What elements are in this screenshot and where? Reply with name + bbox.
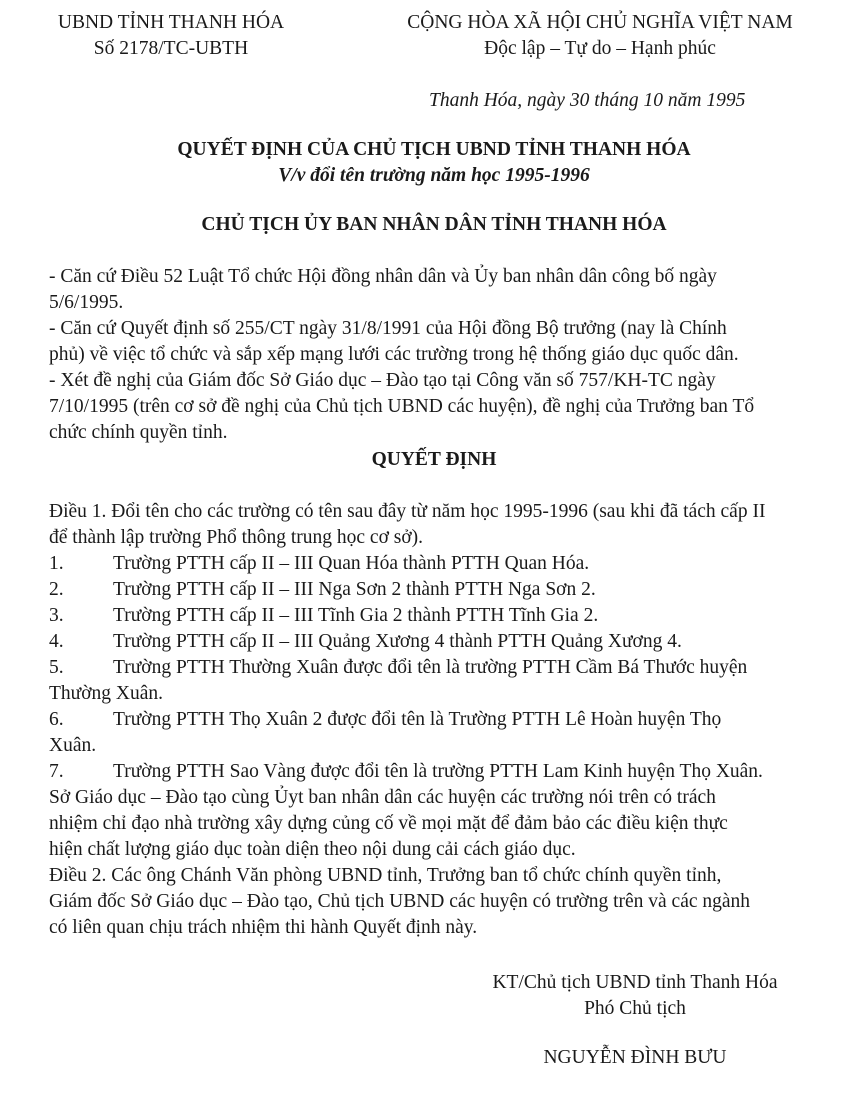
list-item: [49, 629, 821, 655]
preamble-line: - Căn cứ Điều 52 Luật Tổ chức Hội đồng nhân dân và Ủy ban nhân dân công bố ngày: [49, 266, 717, 287]
preamble-line: 5/6/1995.: [49, 292, 124, 313]
decision-heading: QUYẾT ĐỊNH: [371, 449, 497, 470]
national-motto: Độc lập – Tự do – Hạnh phúc: [484, 38, 716, 59]
list-item: [49, 759, 821, 785]
list-item-continuation: Thường Xuân.: [49, 683, 164, 704]
article-2-line: Điều 2. Các ông Chánh Văn phòng UBND tỉnh, Trưởng ban tổ chức chính quyền tỉnh,: [49, 865, 722, 886]
document-subject: V/v đổi tên trường năm học 1995-1996: [278, 165, 590, 186]
list-item: [49, 655, 821, 681]
signer-title: Phó Chủ tịch: [584, 998, 686, 1019]
preamble-line: chức chính quyền tỉnh.: [49, 422, 228, 443]
article-1: [49, 499, 821, 941]
article-1-intro: để thành lập trường Phổ thông trung học cơ sở).: [49, 527, 424, 548]
document-number: Số 2178/TC-UBTH: [93, 38, 249, 59]
item-number: 6.: [49, 709, 64, 730]
preamble-line: 7/10/1995 (trên cơ sở đề nghị của Chủ tịch UBND các huyện), đề nghị của Trưởng ban Tổ: [49, 396, 755, 417]
item-text: Trường PTTH cấp II – III Quan Hóa thành PTTH Quan Hóa.: [113, 553, 590, 574]
list-item: [49, 577, 821, 603]
issuing-authority: [40, 10, 302, 62]
preamble: [49, 264, 821, 446]
item-number: 7.: [49, 761, 64, 782]
article-2-line: có liên quan chịu trách nhiệm thi hành Quyết định này.: [49, 917, 478, 938]
article-1-closing: hiện chất lượng giáo dục toàn diện theo nội dung cải cách giáo dục.: [49, 839, 576, 860]
list-item: [49, 551, 821, 577]
item-text: Trường PTTH cấp II – III Quảng Xương 4 thành PTTH Quảng Xương 4.: [113, 631, 682, 652]
signature-block: [470, 970, 800, 1022]
list-item-continuation: Xuân.: [49, 735, 97, 756]
item-text: Trường PTTH Thọ Xuân 2 được đổi tên là Trường PTTH Lê Hoàn huyện Thọ: [113, 709, 722, 730]
signer-role: KT/Chủ tịch UBND tỉnh Thanh Hóa: [492, 972, 778, 993]
article-1-closing: nhiệm chỉ đạo nhà trường xây dựng củng cố về mọi mặt để đảm bảo các điều kiện thực: [49, 813, 728, 834]
document-title: QUYẾT ĐỊNH CỦA CHỦ TỊCH UBND TỈNH THANH HÓA: [177, 139, 691, 160]
country-name: CỘNG HÒA XÃ HỘI CHỦ NGHĨA VIỆT NAM: [407, 12, 793, 33]
article-1-closing: Sở Giáo dục – Đào tạo cùng Ủyt ban nhân dân các huyện các trường nói trên có trách: [49, 787, 716, 808]
issuing-org: UBND TỈNH THANH HÓA: [57, 12, 285, 33]
article-2-line: Giám đốc Sở Giáo dục – Đào tạo, Chủ tịch UBND các huyện có trường trên và các ngành: [49, 891, 751, 912]
preamble-line: - Căn cứ Quyết định số 255/CT ngày 31/8/1991 của Hội đồng Bộ trưởng (nay là Chính: [49, 318, 727, 339]
list-item: [49, 707, 821, 733]
item-text: Trường PTTH cấp II – III Tĩnh Gia 2 thành PTTH Tĩnh Gia 2.: [113, 605, 599, 626]
item-text: Trường PTTH cấp II – III Nga Sơn 2 thành PTTH Nga Sơn 2.: [113, 579, 596, 600]
item-number: 5.: [49, 657, 64, 678]
item-number: 3.: [49, 605, 64, 626]
signer-name: NGUYỄN ĐÌNH BƯU: [543, 1047, 727, 1068]
item-text: Trường PTTH Sao Vàng được đổi tên là trường PTTH Lam Kinh huyện Thọ Xuân.: [113, 761, 763, 782]
item-number: 2.: [49, 579, 64, 600]
preamble-line: phủ) về việc tổ chức và sắp xếp mạng lưới các trường trong hệ thống giáo dục quốc dân.: [49, 344, 739, 365]
preamble-line: - Xét đề nghị của Giám đốc Sở Giáo dục – Đào tạo tại Công văn số 757/KH-TC ngày: [49, 370, 716, 391]
item-number: 1.: [49, 553, 64, 574]
national-motto-block: [380, 10, 820, 62]
authority-heading: CHỦ TỊCH ỦY BAN NHÂN DÂN TỈNH THANH HÓA: [201, 214, 667, 235]
item-number: 4.: [49, 631, 64, 652]
place-date: Thanh Hóa, ngày 30 tháng 10 năm 1995: [429, 90, 746, 111]
list-item: [49, 603, 821, 629]
article-1-intro: Điều 1. Đổi tên cho các trường có tên sau đây từ năm học 1995-1996 (sau khi đã tách cấp II: [49, 501, 766, 522]
item-text: Trường PTTH Thường Xuân được đổi tên là trường PTTH Cầm Bá Thước huyện: [113, 657, 748, 678]
